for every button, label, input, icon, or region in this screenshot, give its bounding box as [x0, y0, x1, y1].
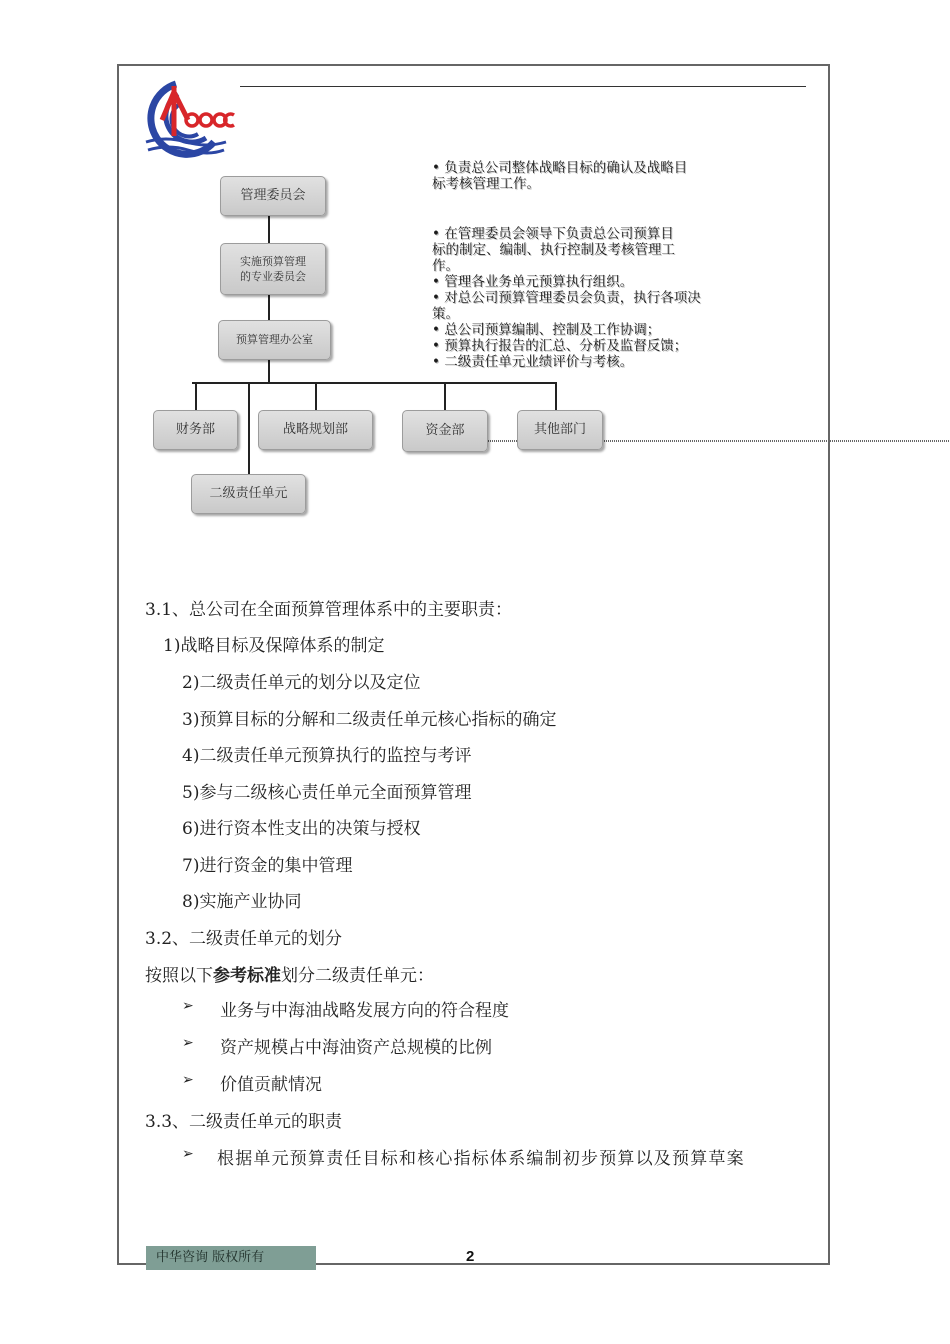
connector-dept2	[315, 382, 317, 410]
org-box-label: 二级责任单元	[209, 485, 288, 501]
section-3-1-title: 3.1、总公司在全面预算管理体系中的主要职责：	[145, 600, 513, 620]
desc-line: • 对总公司预算管理委员会负责，执行各项决	[432, 290, 701, 306]
responsibility-item: 4)二级责任单元预算执行的监控与考评	[182, 746, 472, 766]
criteria-item: 价值贡献情况	[220, 1075, 322, 1095]
desc-line: 策。	[432, 306, 459, 322]
desc-line: • 管理各业务单元预算执行组织。	[432, 274, 634, 290]
arrow-bullet-icon: ➢	[182, 1035, 194, 1051]
org-box-label: 战略规划部	[282, 421, 348, 437]
connector-v2	[268, 295, 270, 320]
connector-secondary	[248, 382, 250, 474]
desc-line: • 总公司预算编制、控制及工作协调；	[432, 322, 661, 338]
connector-v1	[268, 216, 270, 244]
page-number: 2	[466, 1248, 475, 1265]
org-box-label: 管理委员会	[240, 187, 306, 203]
responsibility-item: 8)实施产业协同	[182, 892, 302, 912]
section-3-2-intro	[145, 961, 434, 986]
org-box-other	[517, 410, 603, 450]
connector-h-bus	[192, 382, 557, 384]
desc-line: • 在管理委员会领导下负责总公司预算目	[432, 226, 674, 242]
arrow-bullet-icon: ➢	[182, 998, 194, 1014]
responsibility-item: 1)战略目标及保障体系的制定	[163, 636, 385, 656]
org-box-strategy	[258, 410, 373, 450]
connector-dept3	[444, 382, 446, 410]
duty-item: 根据单元预算责任目标和核心指标体系编制初步预算以及预算草案	[217, 1149, 745, 1169]
intro-text: 按照以下	[145, 966, 213, 986]
responsibility-item: 5)参与二级核心责任单元全面预算管理	[182, 783, 472, 803]
org-box-treasury	[402, 410, 488, 452]
responsibility-item: 6)进行资本性支出的决策与授权	[182, 819, 421, 839]
intro-emphasis: 参考标准	[213, 966, 281, 986]
section-3-3-title: 3.3、二级责任单元的职责	[145, 1112, 343, 1132]
criteria-item: 业务与中海油战略发展方向的符合程度	[220, 1001, 509, 1021]
footer-copyright: 中华咨询 版权所有	[146, 1246, 316, 1270]
intro-text: 划分二级责任单元：	[281, 966, 434, 986]
org-box-label: 其他部门	[533, 421, 586, 437]
office-description	[432, 226, 762, 370]
connector-dept1	[195, 382, 197, 410]
desc-line: 标考核管理工作。	[432, 176, 540, 192]
criteria-item: 资产规模占中海油资产总规模的比例	[220, 1038, 492, 1058]
responsibility-item: 2)二级责任单元的划分以及定位	[182, 673, 421, 693]
desc-line: • 预算执行报告的汇总、分析及监督反馈；	[432, 338, 688, 354]
org-box-finance	[153, 410, 238, 450]
org-box-management-committee	[220, 176, 326, 216]
header-rule	[240, 86, 806, 87]
org-box-label: 财务部	[175, 421, 215, 437]
connector-dept4	[555, 382, 557, 410]
committee-description	[432, 160, 762, 192]
org-box-secondary-unit	[191, 474, 306, 514]
connector-v3	[268, 360, 270, 383]
desc-line: • 二级责任单元业绩评价与考核。	[432, 354, 634, 370]
desc-line: 作。	[432, 258, 459, 274]
org-box-budget-committee	[220, 243, 326, 295]
org-box-label: 预算管理办公室	[236, 333, 313, 347]
org-box-label-line2: 的专业委员会	[240, 270, 306, 283]
responsibility-item: 3)预算目标的分解和二级责任单元核心指标的确定	[182, 710, 557, 730]
desc-line: • 负责总公司整体战略目标的确认及战略目	[432, 160, 688, 176]
desc-line: 标的制定、编制、执行控制及考核管理工	[432, 242, 675, 258]
org-box-label: 资金部	[425, 422, 465, 438]
cnooc-logo	[136, 80, 236, 160]
org-box-label-line1: 实施预算管理	[240, 254, 306, 268]
arrow-bullet-icon: ➢	[182, 1146, 194, 1162]
section-3-2-title: 3.2、二级责任单元的划分	[145, 929, 343, 949]
responsibility-item: 7)进行资金的集中管理	[182, 856, 353, 876]
arrow-bullet-icon: ➢	[182, 1072, 194, 1088]
org-box-budget-office	[218, 320, 331, 360]
